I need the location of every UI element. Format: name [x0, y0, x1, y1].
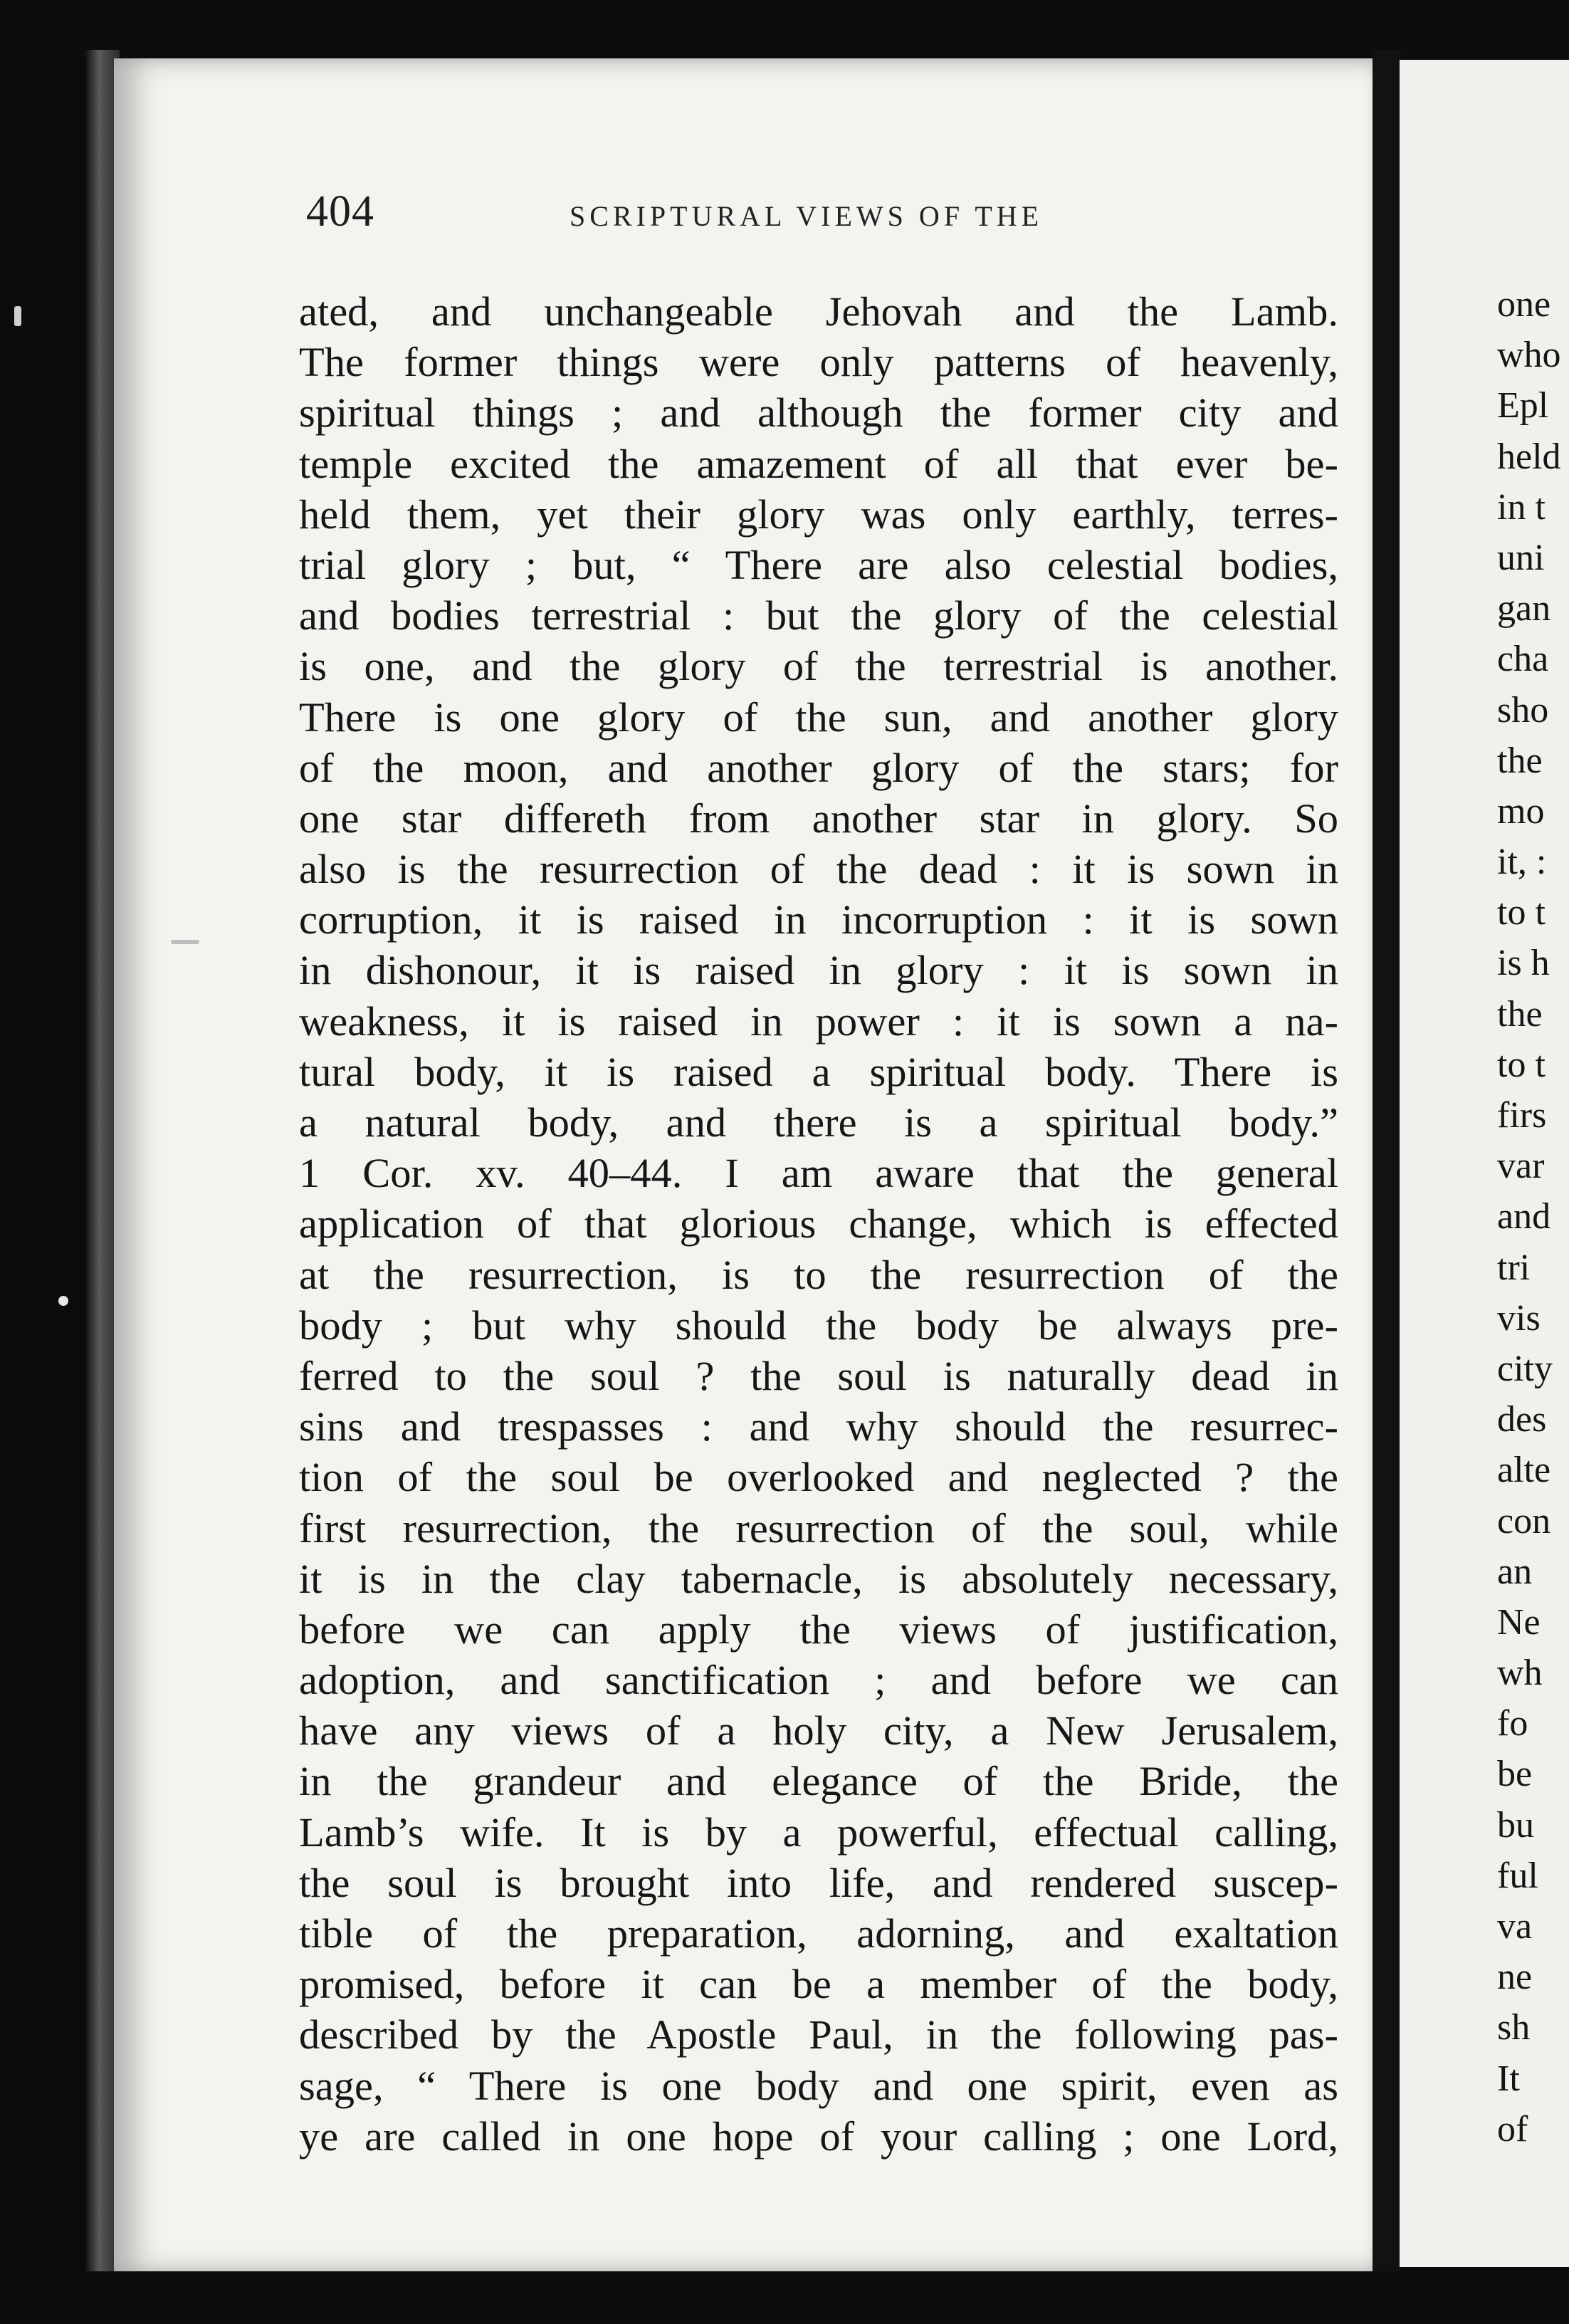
text-line: ferred to the soul ? the soul is naturally dead in	[299, 1352, 1338, 1399]
text-line: and bodies terrestrial : but the glory of the celestial	[299, 592, 1338, 639]
text-line: tible of the preparation, adorning, and exaltation	[299, 1910, 1338, 1957]
facing-page-line: the	[1497, 740, 1543, 781]
text-line: ye are called in one hope of your calling ; one Lord,	[299, 2113, 1338, 2160]
facing-page-line: ne	[1497, 1957, 1533, 1998]
text-line: The former things were only patterns of heavenly,	[299, 339, 1338, 386]
facing-page-line: firs	[1497, 1095, 1547, 1136]
facing-page-line: mo	[1497, 790, 1545, 832]
text-line: body ; but why should the body be always pre-	[299, 1302, 1338, 1349]
text-line: the soul is brought into life, and rendered suscep-	[299, 1859, 1338, 1906]
scan-speck	[171, 940, 199, 944]
facing-page-line: tri	[1497, 1247, 1531, 1288]
facing-page-line: con	[1497, 1500, 1551, 1542]
text-line: tural body, it is raised a spiritual body. There is	[299, 1048, 1338, 1095]
text-line: trial glory ; but, “ There are also celestial bodies,	[299, 541, 1338, 588]
text-line: also is the resurrection of the dead : it is sown in	[299, 846, 1338, 893]
book-gutter	[1373, 50, 1401, 2293]
text-line: There is one glory of the sun, and another glory	[299, 693, 1338, 740]
text-line: application of that glorious change, which is effected	[299, 1200, 1338, 1247]
text-line: first resurrection, the resurrection of the soul, while	[299, 1504, 1338, 1551]
scan-speck	[58, 1296, 68, 1306]
bottom-scan-border	[0, 2271, 1569, 2324]
facing-page-text	[1497, 279, 1569, 2155]
facing-page-line: an	[1497, 1551, 1533, 1592]
text-line: tion of the soul be overlooked and neglected ? the	[299, 1454, 1338, 1501]
text-line: is one, and the glory of the terrestrial is another.	[299, 643, 1338, 690]
text-line: before we can apply the views of justification,	[299, 1606, 1338, 1653]
facing-page-line: sh	[1497, 2007, 1531, 2048]
text-line: Lamb’s wife. It is by a powerful, effectual calling,	[299, 1809, 1338, 1855]
page-number: 404	[306, 187, 374, 236]
facing-page-line: Epl	[1497, 385, 1549, 426]
facing-page-line: bu	[1497, 1804, 1534, 1846]
facing-page-line: to t	[1497, 1044, 1546, 1085]
running-title: SCRIPTURAL VIEWS OF THE	[570, 200, 1044, 232]
text-line: held them, yet their glory was only earthly, terres-	[299, 491, 1338, 538]
text-line: temple excited the amazement of all that ever be-	[299, 440, 1338, 487]
facing-page-line: the	[1497, 993, 1543, 1035]
text-line: described by the Apostle Paul, in the following pas-	[299, 2011, 1338, 2058]
facing-page-line: fo	[1497, 1703, 1528, 1744]
facing-page-line: ful	[1497, 1855, 1538, 1896]
facing-page-line: one	[1497, 284, 1551, 325]
text-line: a natural body, and there is a spiritual body.”	[299, 1099, 1338, 1146]
page-header	[306, 187, 1345, 244]
facing-page-line: alte	[1497, 1450, 1551, 1491]
facing-page-line: vis	[1497, 1297, 1541, 1339]
facing-page-line: uni	[1497, 537, 1545, 578]
facing-page-line: des	[1497, 1399, 1547, 1440]
text-line: in the grandeur and elegance of the Bride, the	[299, 1758, 1338, 1805]
body-text	[299, 286, 1338, 2162]
facing-page-line: va	[1497, 1906, 1533, 1947]
facing-page-line: of	[1497, 2108, 1528, 2150]
scan-speck	[14, 306, 21, 326]
facing-page-line: is h	[1497, 943, 1550, 984]
text-line: ated, and unchangeable Jehovah and the Lamb.	[299, 288, 1338, 335]
text-line: it is in the clay tabernacle, is absolutely necessary,	[299, 1555, 1338, 1602]
facing-page-line: Ne	[1497, 1601, 1541, 1643]
facing-page-line: cha	[1497, 639, 1549, 680]
text-line: one star differeth from another star in glory. So	[299, 795, 1338, 842]
text-line: promised, before it can be a member of the body,	[299, 1961, 1338, 2008]
text-line: spiritual things ; and although the former city and	[299, 389, 1338, 436]
text-line: of the moon, and another glory of the stars; for	[299, 744, 1338, 791]
text-line: 1 Cor. xv. 40–44. I am aware that the general	[299, 1150, 1338, 1197]
facing-page-line: var	[1497, 1146, 1545, 1187]
facing-page-line: in t	[1497, 486, 1546, 528]
text-line: sins and trespasses : and why should the resurrec-	[299, 1403, 1338, 1450]
facing-page-line: to t	[1497, 892, 1546, 933]
text-line: sage, “ There is one body and one spirit, even as	[299, 2062, 1338, 2109]
text-line: corruption, it is raised in incorruption : it is sown	[299, 896, 1338, 943]
text-line: weakness, it is raised in power : it is sown a na-	[299, 998, 1338, 1045]
facing-page-line: wh	[1497, 1653, 1543, 1694]
facing-page-line: who	[1497, 335, 1561, 376]
text-line: in dishonour, it is raised in glory : it is sown in	[299, 947, 1338, 994]
facing-page-line: city	[1497, 1348, 1553, 1389]
top-scan-border	[0, 0, 1569, 56]
facing-page-line: it, :	[1497, 842, 1547, 883]
facing-page-line: and	[1497, 1196, 1551, 1237]
facing-page-line: held	[1497, 436, 1561, 477]
text-line: have any views of a holy city, a New Jerusalem,	[299, 1707, 1338, 1754]
text-line: adoption, and sanctification ; and before we can	[299, 1657, 1338, 1704]
facing-page-line: It	[1497, 2058, 1520, 2099]
text-line: at the resurrection, is to the resurrection of the	[299, 1251, 1338, 1298]
facing-page-line: sho	[1497, 689, 1549, 731]
facing-page-line: be	[1497, 1754, 1533, 1795]
facing-page-line: gan	[1497, 588, 1551, 629]
